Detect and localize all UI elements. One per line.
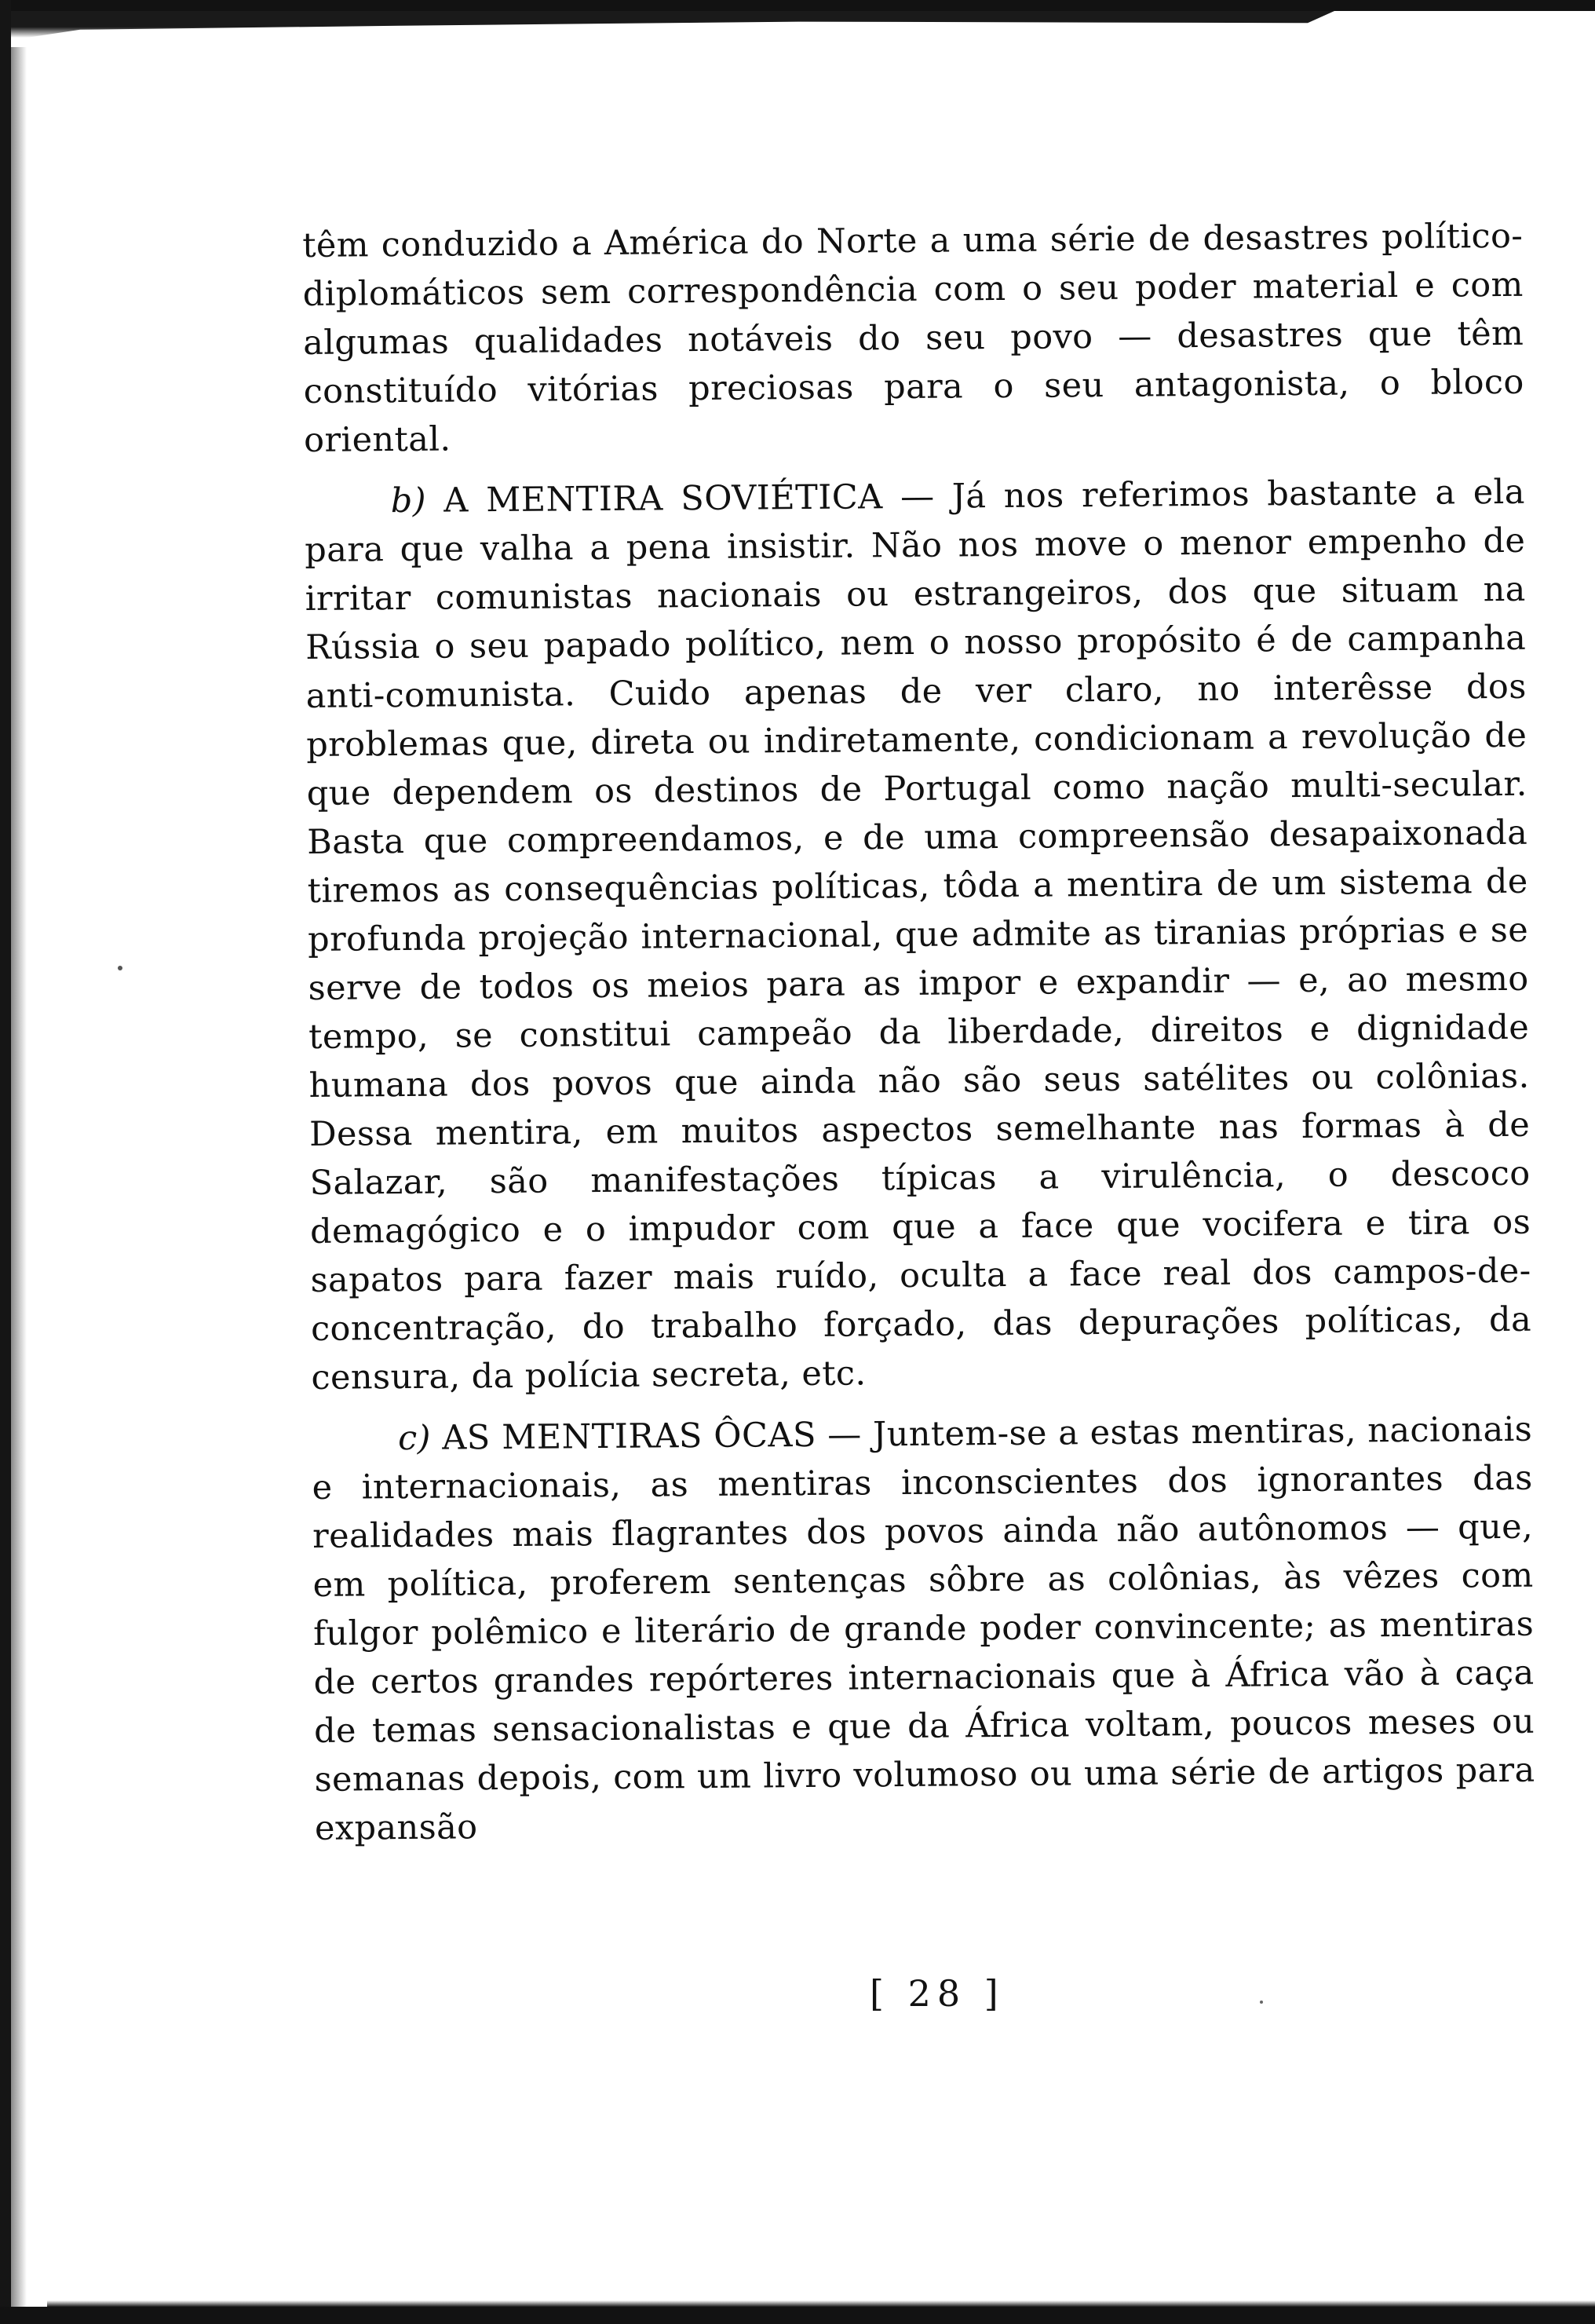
- scan-top-edge: [0, 0, 1595, 11]
- scan-speck: [1260, 2001, 1263, 2004]
- section-heading: AS MENTIRAS ÔCAS: [442, 1415, 817, 1458]
- section-heading: A MENTIRA SOVIÉTICA: [443, 477, 883, 521]
- section-letter: b): [390, 481, 427, 521]
- page-number: [ 28 ]: [870, 1972, 1005, 2015]
- paragraph-text: — Juntem-se a estas mentiras, nacionais e internacionais, as mentiras inconscientes dos ignorantes das realidades mais flagrantes dos povos ainda não autônomos — que, em política, proferem sentenças sôbre as colônias, às vêzes com fulgor polêmico e literário de grande poder convincente; as mentiras de certos grandes repórteres internacionais que à África vão à caça de temas sensacionalistas e que da África voltam, poucos meses ou semanas depois, com um livro volumoso ou uma série de artigos para expansão: [312, 1409, 1535, 1848]
- paragraph-text: — Já nos referimos bastante a ela para que valha a pena insistir. Não nos move o menor empenho de irritar comunistas nacionais ou estrangeiros, dos que situam na Rússia o seu papado político, nem o nosso propósito é de campanha anti-comunista. Cuido apenas de ver claro, no interêsse dos problemas que, direta ou indiretamente, condicionam a revolução de que dependem os destinos de Portugal como nação multi-secular. Basta que compreendamos, e de uma compreensão desapaixonada tiremos as consequências políticas, tôda a mentira de um sistema de profunda projeção internacional, que admite as tiranias próprias e se serve de todos os meios para as impor e expandir — e, ao mesmo tempo, se constitui campeão da liberdade, direitos e dignidade humana dos povos que ainda não são seus satélites ou colônias. Dessa mentira, em muitos aspectos semelhante nas formas à de Salazar, são manifestações típicas a virulência, o descoco demagógico e o impudor com que a face que vocifera e tira os sapatos para fazer mais ruído, oculta a face real dos campos-de-concentração, do trabalho forçado, das depurações políticas, da censura, da polícia secreta, etc.: [305, 472, 1532, 1398]
- scan-bottom-shadow: [47, 2300, 1595, 2307]
- scan-top-shadow: [0, 11, 1334, 38]
- scan-speck: [118, 966, 122, 970]
- scan-left-edge: [0, 0, 11, 2324]
- paragraph-text: têm conduzido a América do Norte a uma série de desastres político-diplomáticos sem correspondência com o seu poder material e com algumas qualidades notáveis do seu povo — desastres que têm constituído vitórias preciosas para o seu antagonista, o bloco oriental.: [302, 216, 1524, 460]
- page-body: [302, 212, 1535, 1853]
- scan-left-shadow: [11, 47, 27, 2308]
- paragraph-b: [305, 468, 1532, 1402]
- scan-bottom-edge: [0, 2307, 1595, 2324]
- paragraph-continuation: [302, 212, 1524, 465]
- section-letter: c): [397, 1418, 432, 1459]
- paragraph-c: [312, 1405, 1535, 1853]
